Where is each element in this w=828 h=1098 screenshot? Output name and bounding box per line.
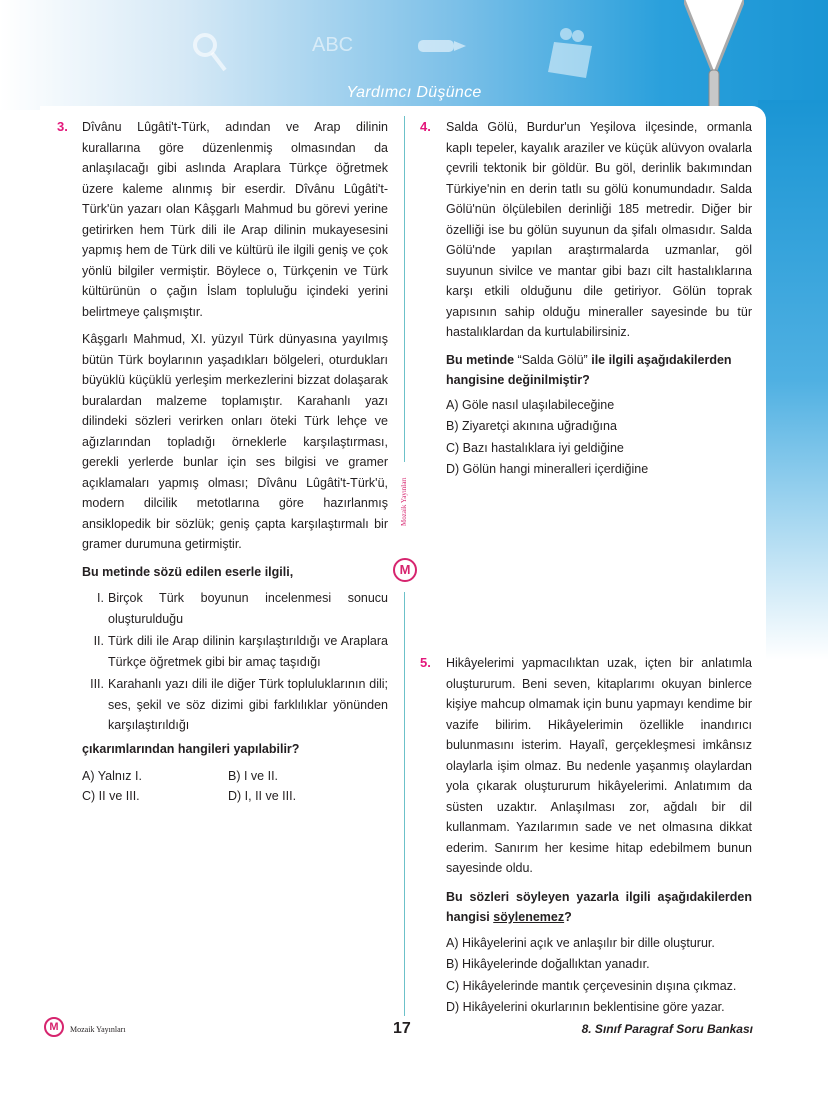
- answer-option-b[interactable]: B) Ziyaretçi akınına uğradığına: [446, 419, 617, 433]
- stem-part: Bu metinde: [446, 352, 515, 367]
- stem-part: ile ilgili aşağıdakilerden hangisine değinilmiştir?: [446, 352, 732, 387]
- mozaik-logo: M: [393, 558, 417, 582]
- passage-paragraph: Hikâyelerimi yapmacılıktan uzak, içten bir anlatımla oluştururum. Beni seven, kitaplarımı okuyan binlerce kişiye mahcup olmamak için bunu yapmayı kendime bir vazife bilirim. Hikâyelerimin özellikle inandırıcı bulunmasını isterim. Hayalî, gerçekleşmesi imkânsız olaylarla işim olmaz. Bu nedenle yaşanmış olaylardan yola çıkarak oluştururum hikâyelerimi. Anlatımım da süsten uzaktır. Anlaşılması zor, ağdalı bir dil kullanmam. Yazılarımın sade ve net olmasına dikkat ederim. Sanırım her kesime hitap edebilmem bunun sayesinde oldu.: [446, 656, 752, 875]
- statement-text: Karahanlı yazı dili ile diğer Türk topluluklarının dili; ses, şekil ve söz dizimi gibi farklılıklar yönünden karşılaştırıldığı: [108, 677, 388, 732]
- stem-part: Bu sözleri söyleyen yazarla ilgili aşağıdakilerden hangisi: [446, 889, 752, 924]
- answer-option-a[interactable]: A) Yalnız I.: [82, 769, 142, 783]
- question-3: [82, 117, 388, 806]
- section-title: Yardımcı Düşünce: [346, 84, 482, 101]
- stem-quote: “Salda Gölü”: [517, 352, 588, 367]
- statement-number: II.: [93, 634, 104, 648]
- stem-part: ?: [564, 910, 572, 924]
- answer-option-b[interactable]: B) Hikâyelerinde doğallıktan yanadır.: [446, 957, 650, 971]
- answer-option-a[interactable]: A) Göle nasıl ulaşılabileceğine: [446, 397, 615, 412]
- answer-option-c[interactable]: C) Hikâyelerinde mantık çerçevesinin dışına çıkmaz.: [446, 978, 737, 993]
- answer-option-c[interactable]: C) II ve III.: [82, 789, 140, 803]
- statement-item: [82, 588, 388, 629]
- answer-option-c[interactable]: C) Bazı hastalıklara iyi geldiğine: [446, 440, 624, 455]
- page-number: 17: [393, 1020, 411, 1037]
- question-stem: [446, 350, 752, 391]
- answer-option-b[interactable]: B) I ve II.: [228, 769, 279, 783]
- footer-publisher: Mozaik Yayınları: [70, 1025, 126, 1034]
- side-brand: [393, 462, 417, 592]
- right-decor-strip: [758, 100, 828, 660]
- statement-text: Birçok Türk boyunun incelenmesi sonucu oluşturulduğu: [108, 591, 388, 626]
- question-4: [446, 117, 752, 481]
- answer-option-d[interactable]: D) Hikâyelerini okurlarının beklentisine göre yazar.: [446, 1000, 725, 1014]
- zipper-decor: [684, 0, 744, 120]
- question-stem: [446, 887, 752, 928]
- question-number: 3.: [57, 119, 68, 134]
- statement-number: I.: [97, 591, 104, 605]
- question-number: 4.: [420, 119, 431, 134]
- question-number: 5.: [420, 655, 431, 670]
- question-stem: Bu metinde sözü edilen eserle ilgili,: [82, 564, 294, 579]
- passage-paragraph: Salda Gölü, Burdur'un Yeşilova ilçesinde, ormanla kaplı tepeler, kayalık araziler ve küçük alüvyon ovalarla çevrili tektonik bir göldür. Bu göl, derinlik bakımından Türkiye'nin en derin tatlı su gölü konumundadır. Salda Gölü'nün ölçülebilen derinliği 185 metredir. Diğer bir özelliği ise bu gölün suyunun da şifalı olmasıdır. Salda Gölü'nde yapılan araştırmalarda uzmanlar, göl suyunun sivilce ve mantar gibi bazı cilt hastalıklarına karşı etkili olduğunu dile getiriyor. Gölün toprak yapısının sahip olduğu mineraller sayesinde bu tür hastalıklardan da kurtulabilirsiniz.: [446, 120, 752, 339]
- side-brand-text: Mozaik Yayınları: [400, 477, 408, 527]
- footer-logo: M: [44, 1017, 64, 1037]
- statement-item: [82, 631, 388, 672]
- answer-option-a[interactable]: A) Hikâyelerini açık ve anlaşılır bir dille oluşturur.: [446, 935, 715, 950]
- passage-paragraph: Kâşgarlı Mahmud, XI. yüzyıl Türk dünyasına yayılmış bütün Türk boylarının yaşadıkları bölgeleri, oturdukları büyüklü küçüklü yerleşim merkezlerini bizzat dolaşarak buralardan malzeme toplamıştır. Karahanlı yazı dilindeki sözleri verirken onları öteki Türk lehçe ve ağızlarından topladığı örneklerle karşılaştırması, gerekli yerlerde bunlar için ses bilgisi ve gramer açıklamaları yapmış olması; Dîvânu Lûgâti't-Türk'ü, modern dilcilik metotlarına göre hazırlanmış ansiklopedik bir sözlük; geniş çapta karşılaştırmalı bir gramer durumuna getirmiştir.: [82, 332, 388, 551]
- pen-icon: [418, 38, 466, 56]
- book-title: 8. Sınıf Paragraf Soru Bankası: [581, 1022, 753, 1036]
- statement-text: Türk dili ile Arap dilinin karşılaştırıldığı ve Araplara Türkçe öğretmek gibi bir amaç taşıdığı: [108, 634, 388, 669]
- abc-decor: ABC: [312, 34, 354, 56]
- passage-paragraph: Dîvânu Lûgâti't-Türk, adından ve Arap dilinin kurallarına göre düzenlenmiş olmasından da anlaşılacağı gibi aslında Araplara Türkçe öğretmek üzere kaleme alınmış bir eserdir. Dîvânu Lûgâti't-Türk'ün yazarı olan Kâşgarlı Mahmud bu görevi yerine getirirken hem Türk dili ile Arap dilinin mukayesesini yapmış hem de Türk dili ve kültürü ile ilgili geniş ve çok yönlü bilgiler vermiştir. Böylece o, Türkçenin ve Türk kültürünün o çağın İslam topluluğu içindeki yerini belirtmeye çalışmıştır.: [82, 120, 388, 319]
- bag-icon: [548, 22, 596, 78]
- magnifier-icon: [190, 28, 230, 73]
- answer-option-d[interactable]: D) Gölün hangi mineralleri içerdiğine: [446, 462, 649, 476]
- question-5: [446, 653, 752, 1019]
- statement-item: [82, 674, 388, 736]
- question-prompt: çıkarımlarından hangileri yapılabilir?: [82, 741, 300, 756]
- answer-option-d[interactable]: D) I, II ve III.: [228, 789, 297, 803]
- statement-number: III.: [90, 677, 104, 691]
- stem-negation: söylenemez: [493, 910, 565, 924]
